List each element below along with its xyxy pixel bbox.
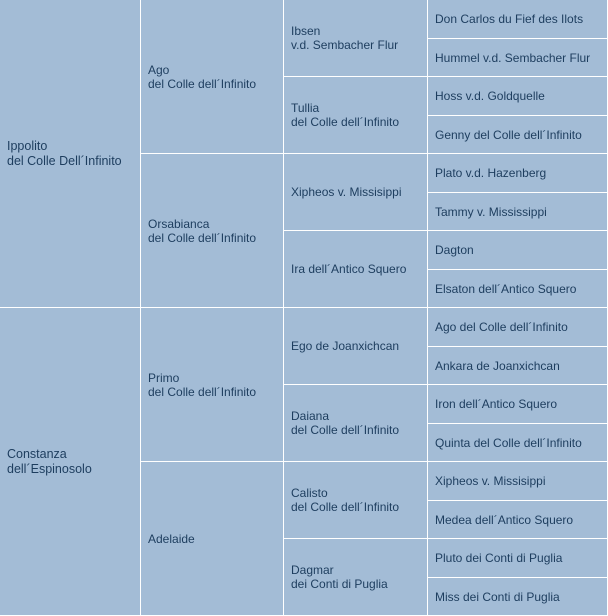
ancestor-g4-15 xyxy=(428,539,608,578)
ancestor-name: Tammy v. Mississippi xyxy=(435,204,547,219)
ancestor-name: Hoss v.d. Goldquelle xyxy=(435,89,545,103)
ancestor-g4-6 xyxy=(428,193,608,231)
ancestor-name: Ago del Colle dell´Infinito xyxy=(435,320,568,334)
paternal-granddam-name: Orsabianca del Colle dell´Infinito xyxy=(148,216,257,245)
ancestor-name: Genny del Colle dell´Infinito xyxy=(435,127,582,142)
ancestor-g4-3 xyxy=(428,77,608,116)
ancestor-g4-16 xyxy=(428,578,608,616)
paternal-grandsire xyxy=(141,0,284,154)
ancestor-name: Pluto dei Conti di Puglia xyxy=(435,551,563,565)
ancestor-g3-1 xyxy=(284,0,428,77)
ancestor-g3-8 xyxy=(284,539,428,616)
ancestor-g4-13 xyxy=(428,462,608,501)
ancestor-name: Elsaton dell´Antico Squero xyxy=(435,281,577,296)
ancestor-name: Dagmar dei Conti di Puglia xyxy=(291,563,388,591)
ancestor-g4-1 xyxy=(428,0,608,39)
ancestor-name: Miss dei Conti di Puglia xyxy=(435,589,560,604)
ancestor-g3-7 xyxy=(284,462,428,539)
ancestor-name: Iron dell´Antico Squero xyxy=(435,397,558,411)
ancestor-name: Hummel v.d. Sembacher Flur xyxy=(435,50,591,65)
ancestor-g4-2 xyxy=(428,39,608,77)
ancestor-g4-8 xyxy=(428,270,608,308)
ancestor-g3-5 xyxy=(284,308,428,385)
ancestor-name: Tullia del Colle dell´Infinito xyxy=(291,101,400,129)
ancestor-g4-12 xyxy=(428,424,608,462)
paternal-grandsire-name: Ago del Colle dell´Infinito xyxy=(148,62,257,91)
ancestor-name: Plato v.d. Hazenberg xyxy=(435,166,547,180)
ancestor-name: Ankara de Joanxichcan xyxy=(435,358,560,373)
ancestor-g3-3 xyxy=(284,154,428,231)
ancestor-name: Ego de Joanxichcan xyxy=(291,339,400,353)
ancestor-name: Calisto del Colle dell´Infinito xyxy=(291,486,400,514)
ancestor-g4-7 xyxy=(428,231,608,270)
ancestor-g3-4 xyxy=(284,231,428,308)
paternal-granddam xyxy=(141,154,284,308)
ancestor-name: Daiana del Colle dell´Infinito xyxy=(291,409,400,437)
ancestor-g3-2 xyxy=(284,77,428,154)
ancestor-name: Xipheos v. Missisippi xyxy=(291,185,402,199)
maternal-granddam-name: Adelaide xyxy=(148,531,195,546)
ancestor-name: Quinta del Colle dell´Infinito xyxy=(435,435,582,450)
ancestor-name: Xipheos v. Missisippi xyxy=(435,474,546,488)
sire-name: Ippolito del Colle Dell´Infinito xyxy=(7,138,122,168)
ancestor-name: Ira dell´Antico Squero xyxy=(291,262,407,276)
ancestor-g4-9 xyxy=(428,308,608,347)
sire xyxy=(0,0,141,308)
ancestor-g4-10 xyxy=(428,347,608,385)
ancestor-g4-11 xyxy=(428,385,608,424)
ancestor-name: Ibsen v.d. Sembacher Flur xyxy=(291,24,399,52)
maternal-granddam xyxy=(141,462,284,616)
maternal-grandsire-name: Primo del Colle dell´Infinito xyxy=(148,370,257,399)
ancestor-g3-6 xyxy=(284,385,428,462)
ancestor-g4-14 xyxy=(428,501,608,539)
ancestor-name: Dagton xyxy=(435,243,474,257)
ancestor-name: Medea dell´Antico Squero xyxy=(435,512,574,527)
dam-name: Constanza dell´Espinosolo xyxy=(7,446,92,476)
ancestor-g4-5 xyxy=(428,154,608,193)
maternal-grandsire xyxy=(141,308,284,462)
dam xyxy=(0,308,141,616)
ancestor-g4-4 xyxy=(428,116,608,154)
ancestor-name: Don Carlos du Fief des Ilots xyxy=(435,12,584,26)
